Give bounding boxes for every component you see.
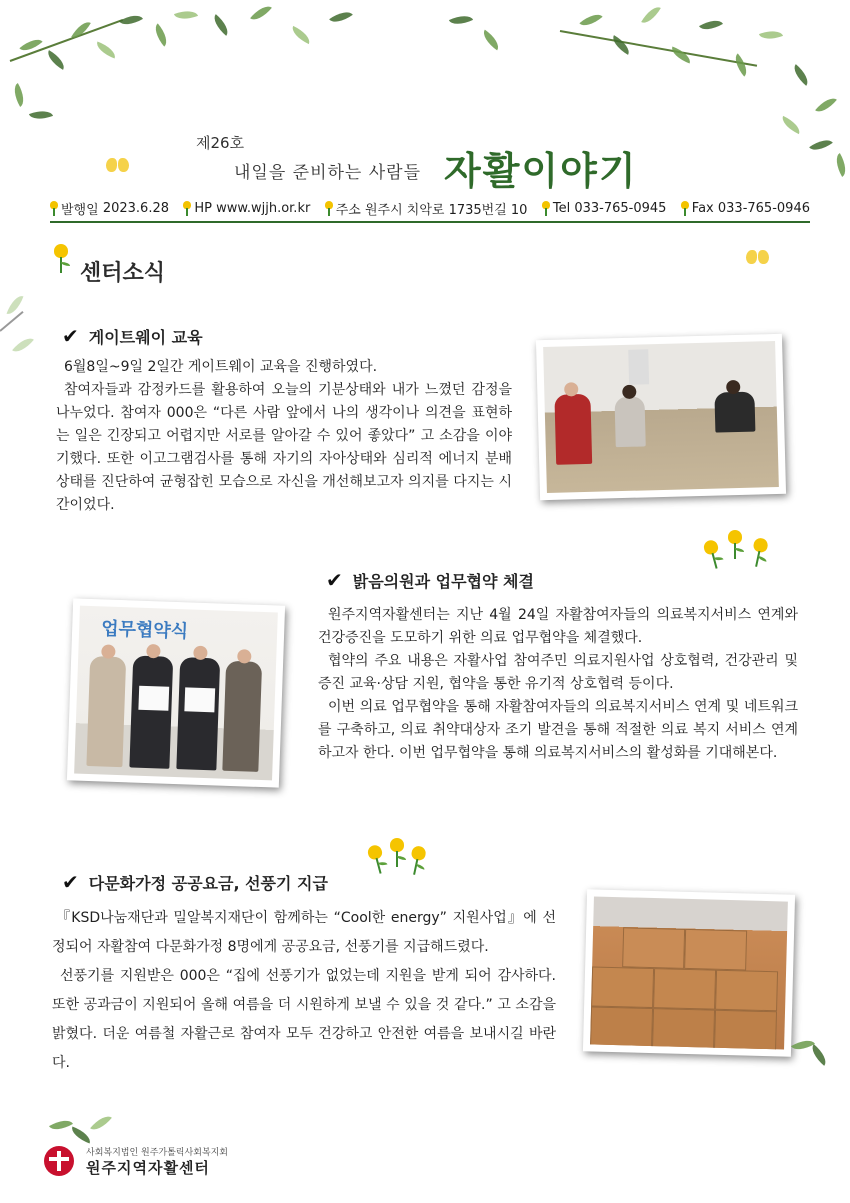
check-icon: ✔: [62, 870, 79, 894]
address: [325, 199, 528, 218]
info-label: Tel: [552, 200, 571, 216]
section-title: 센터소식: [80, 261, 166, 286]
fax: [681, 201, 810, 216]
info-value: 원주시 치악로 1735번길 10: [364, 202, 528, 218]
article-paragraph: 이번 의료 업무협약을 통해 자활참여자들의 의료복지서비스 연계 및 네트워크를 구축하고, 의료 취약대상자 조기 발견을 통해 적절한 의료 복지 서비스 연계하고자 한다. 이번 업무협약을 통해 의료복지서비스의 활성화를 기대해본다.: [318, 699, 798, 761]
article-heading: [62, 324, 203, 348]
publish-date: [50, 199, 169, 218]
butterfly-icon: [106, 156, 130, 174]
tulip-icon: [542, 201, 550, 215]
tulip-icon: [54, 244, 68, 274]
tulip-icon: [50, 201, 58, 215]
article-heading: [326, 568, 534, 592]
telephone: [542, 201, 667, 216]
article-paragraph: 협약의 주요 내용은 자활사업 참여주민 의료지원사업 상호협력, 건강관리 및 증진 교육·상담 지원, 협약을 통한 유기적 상호협력 등이다.: [318, 653, 798, 692]
workshop-photo: [536, 334, 786, 500]
tulip-icon: [325, 201, 333, 215]
newsletter-subtitle: 내일을 준비하는 사람들: [234, 163, 422, 183]
info-label: Fax: [691, 200, 714, 216]
info-value: 2023.6.28: [102, 200, 169, 216]
article-heading: [62, 870, 328, 894]
info-value: 033-765-0945: [574, 200, 667, 216]
organization-name: 원주지역자활센터: [86, 1159, 210, 1177]
article-paragraph: 선풍기를 지원받은 000은 “집에 선풍기가 없었는데 지원을 받게 되어 감사하다. 또한 공과금이 지원되어 올해 여름을 더 시원하게 보낼 수 있을 것 같다.” 고 소감을 밝혔다. 더운 여름철 자활근로 참여자 모두 건강하고 안전한 여름을 보내시길 바란다.: [52, 968, 556, 1071]
article-body: [52, 904, 556, 1078]
article-heading-text: 다문화가정 공공요금, 선풍기 지급: [88, 873, 328, 893]
organization-parent: 사회복지법인 원주가톨릭사회복지회: [86, 1148, 228, 1158]
newsletter-title: 자활이야기: [444, 149, 638, 193]
article-body: [318, 604, 798, 765]
info-label: HP: [194, 200, 212, 216]
agreement-photo: [67, 598, 285, 787]
info-bar: [50, 197, 810, 219]
check-icon: ✔: [326, 568, 343, 592]
homepage: [183, 201, 310, 216]
article-heading-text: 밝음의원과 업무협약 체결: [352, 571, 534, 591]
tulip-icon: [183, 201, 191, 215]
header-divider: [50, 221, 810, 223]
article-paragraph: 참여자들과 감정카드를 활용하여 오늘의 기분상태와 내가 느꼈던 감정을 나누었다. 참여자 000은 “다른 사람 앞에서 나의 생각이나 의견을 표현하는 일은 긴장되고 어렵지만 서로를 알아갈 수 있어 좋았다” 고 소감을 이야기했다. 또한 이고그램검사를 통해 자기의 자아상태와 심리적 에너지 분배 상태를 진단하여 균형잡힌 모습으로 자신을 개선해보고자 의지를 다지는 시간이었다.: [56, 382, 512, 513]
tulip-icon: [681, 201, 689, 215]
info-label: 발행일: [61, 202, 99, 218]
butterfly-icon: [746, 248, 770, 266]
article-body: [56, 356, 512, 517]
check-icon: ✔: [62, 324, 79, 348]
photo-banner-text: 업무협약식: [100, 618, 189, 643]
organization-logo: [44, 1146, 74, 1176]
article-paragraph: 6월8일~9일 2일간 게이트웨이 교육을 진행하였다.: [64, 359, 378, 375]
article-paragraph: 원주지역자활센터는 지난 4월 24일 자활참여자들의 의료복지서비스 연계와 건강증진을 도모하기 위한 의료 업무협약을 체결했다.: [318, 607, 798, 646]
article-paragraph: 『KSD나눔재단과 밀알복지재단이 함께하는 “Cool한 energy” 지원사업』에 선정되어 자활참여 다문화가정 8명에게 공공요금, 선풍기를 지급해드렸다.: [52, 910, 556, 955]
fan-boxes-photo: [583, 889, 795, 1056]
info-value: www.wjjh.or.kr: [216, 200, 311, 216]
article-heading-text: 게이트웨이 교육: [88, 327, 203, 347]
issue-number: 제26호: [196, 134, 245, 152]
info-value: 033-765-0946: [717, 200, 810, 216]
info-label: 주소: [335, 202, 361, 218]
